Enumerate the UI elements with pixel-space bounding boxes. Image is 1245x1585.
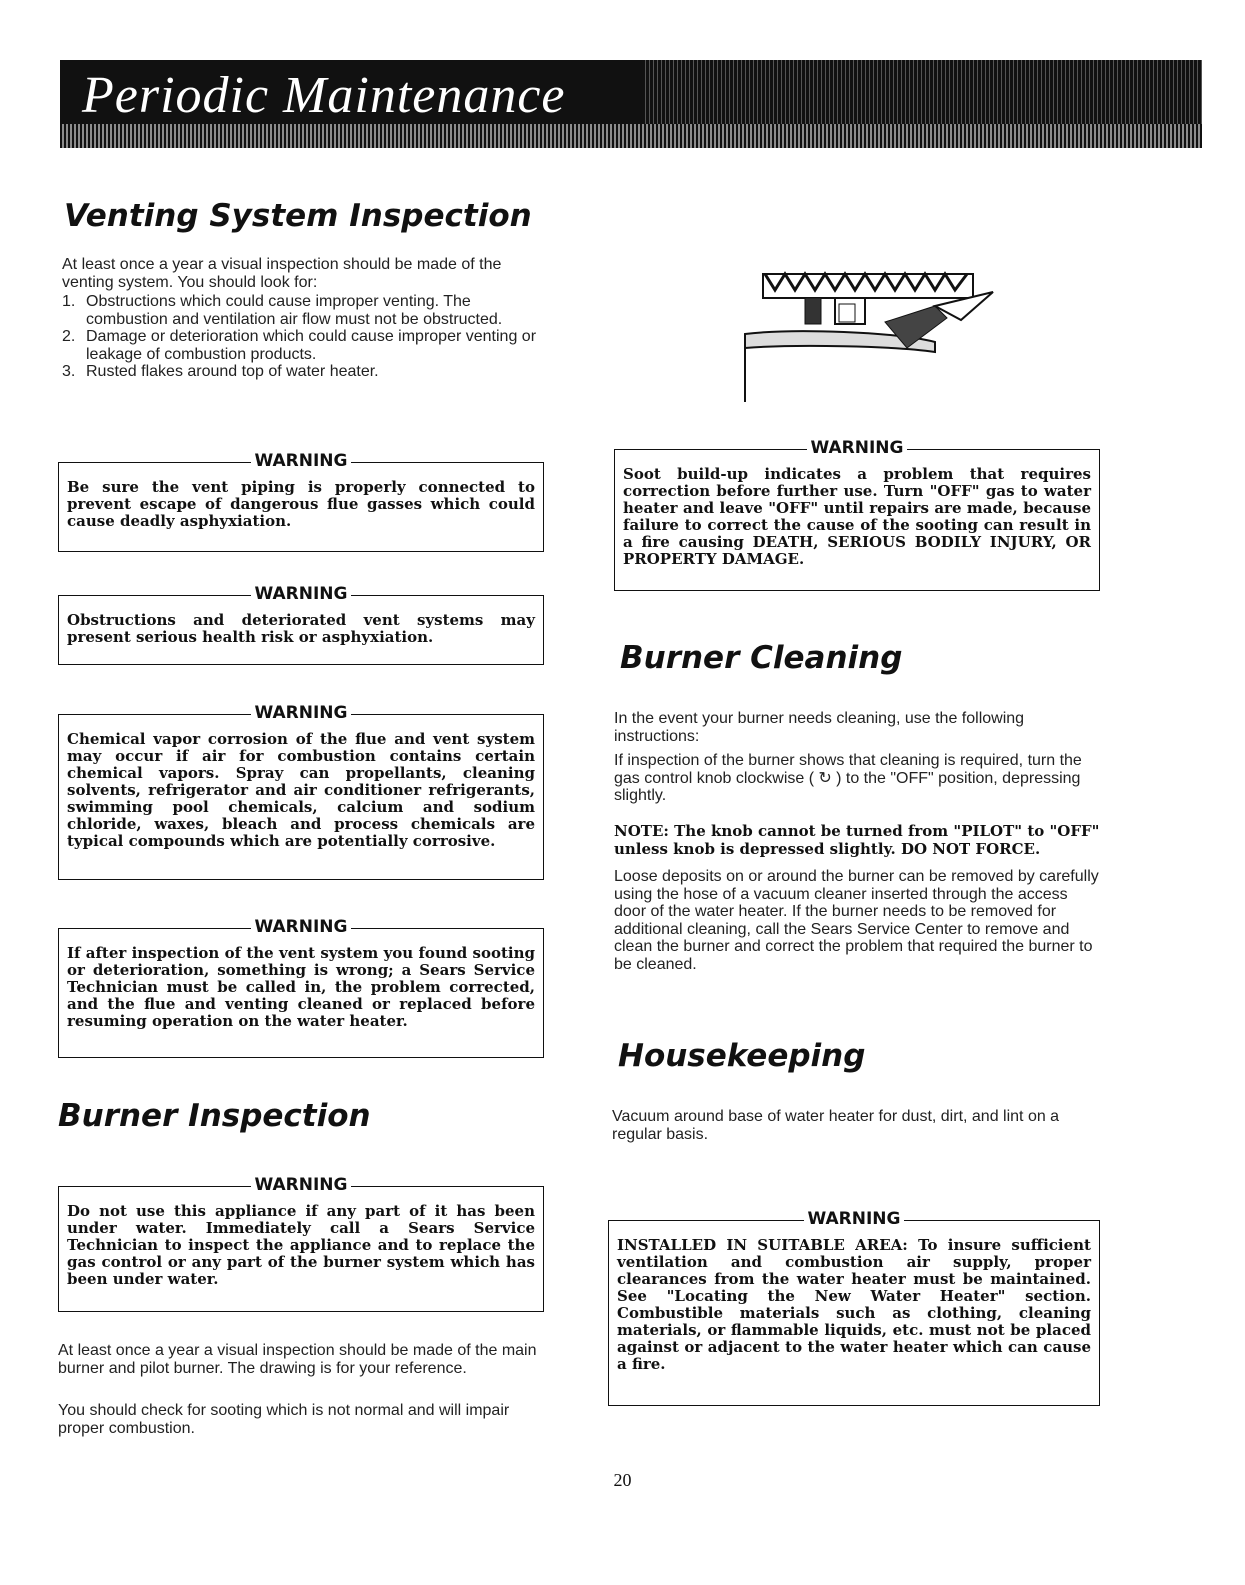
- clockwise-arrow-icon: ↻: [818, 769, 832, 787]
- warning-box-under-water: [58, 1175, 544, 1312]
- burner-inspection-heading: Burner Inspection: [58, 1098, 371, 1134]
- burner-illustration: [735, 262, 1005, 412]
- burner-cleaning-text: Loose deposits on or around the burner can be removed by carefully using the hose of a vacuum cleaner inserted through the access door of the water heater. If the burner needs to be removed for additional cleaning, call the Sears Service Center to remove and clean the burner and correct the problem that required the burner to be cleaned.: [614, 868, 1099, 973]
- housekeeping-text: Vacuum around base of water heater for dust, dirt, and lint on a regular basis.: [612, 1108, 1060, 1143]
- warning-title: WARNING: [251, 703, 352, 723]
- warning-title: WARNING: [251, 1175, 352, 1195]
- warning-text: If after inspection of the vent system you found sooting or deterioration, something is wrong; a Sears Service Technician must be called in, the problem corrected, and the flue and venting cleaned or replaced before resuming operation on the water heater.: [67, 944, 535, 1030]
- list-item: 1. Obstructions which could cause improper venting. The combustion and ventilation air flow must not be obstructed.: [62, 293, 503, 328]
- venting-heading: Venting System Inspection: [64, 198, 532, 234]
- warning-text: Soot build-up indicates a problem that requires correction before further use. Turn "OFF" gas to water heater and leave "OFF" until repairs are made, because failure to correct the cause of the sooting can result in a fire causing DEATH, SERIOUS BODILY INJURY, OR PROPERTY DAMAGE.: [623, 465, 1091, 568]
- warning-text: Do not use this appliance if any part of it has been under water. Immediately call a Sears Service Technician to inspect the appliance and to replace the gas control or any part of the burner system which has been under water.: [67, 1202, 535, 1288]
- burner-cleaning-intro: In the event your burner needs cleaning, use the following instructions:: [614, 710, 1025, 745]
- housekeeping-heading: Housekeeping: [618, 1038, 866, 1074]
- list-item: 3. Rusted flakes around top of water heater.: [62, 363, 379, 380]
- warning-title: WARNING: [251, 917, 352, 937]
- warning-title: WARNING: [251, 584, 352, 604]
- venting-intro: At least once a year a visual inspection should be made of the venting system. You should look for:: [62, 256, 502, 291]
- warning-text: Be sure the vent piping is properly connected to prevent escape of dangerous flue gasses which could cause deadly asphyxiation.: [67, 478, 535, 530]
- warning-title: WARNING: [807, 438, 908, 458]
- burner-inspection-text: At least once a year a visual inspection should be made of the main burner and pilot burner. The drawing is for your reference.: [58, 1342, 537, 1377]
- burner-inspection-text-2: You should check for sooting which is not normal and will impair proper combustion.: [58, 1402, 510, 1437]
- burner-cleaning-instruction: If inspection of the burner shows that cleaning is required, turn the gas control knob clockwise ( ↻ ) to the "OFF" position, depressing slightly.: [614, 752, 1082, 804]
- warning-box-soot-buildup: [614, 438, 1100, 591]
- warning-title: WARNING: [804, 1209, 905, 1229]
- warning-box-vent-piping: [58, 451, 544, 552]
- warning-title: WARNING: [251, 451, 352, 471]
- warning-box-suitable-area: [608, 1209, 1100, 1406]
- venting-checklist: [62, 293, 550, 381]
- page-banner: [60, 60, 1202, 148]
- warning-box-sooting: [58, 917, 544, 1058]
- page-number: 20: [613, 1470, 632, 1490]
- warning-box-obstructions: [58, 584, 544, 665]
- list-item: 2. Damage or deterioration which could cause improper venting or leakage of combustion products.: [62, 328, 537, 363]
- warning-text: Chemical vapor corrosion of the flue and vent system may occur if air for combustion contains certain chemical vapors. Spray can propellants, cleaning solvents, refrigerator and air conditioner refrigerants, swimming pool chemicals, calcium and sodium chloride, waxes, bleach and process chemicals are typical compounds which are potentially corrosive.: [67, 730, 535, 850]
- burner-cleaning-note: NOTE: The knob cannot be turned from "PILOT" to "OFF" unless knob is depressed slightly. DO NOT FORCE.: [614, 822, 1100, 858]
- warning-text: INSTALLED IN SUITABLE AREA: To insure sufficient ventilation and combustion air supply, proper clearances from the water heater must be maintained. See "Locating the New Water Heater" section. Combustible materials such as clothing, cleaning materials, or flammable liquids, etc. must not be placed against or adjacent to the water heater which can cause a fire.: [617, 1236, 1091, 1373]
- page-title: Periodic Maintenance: [82, 67, 566, 124]
- warning-text: Obstructions and deteriorated vent systems may present serious health risk or asphyxiation.: [67, 611, 535, 646]
- burner-cleaning-heading: Burner Cleaning: [620, 640, 903, 676]
- warning-box-chemical-vapor: [58, 703, 544, 880]
